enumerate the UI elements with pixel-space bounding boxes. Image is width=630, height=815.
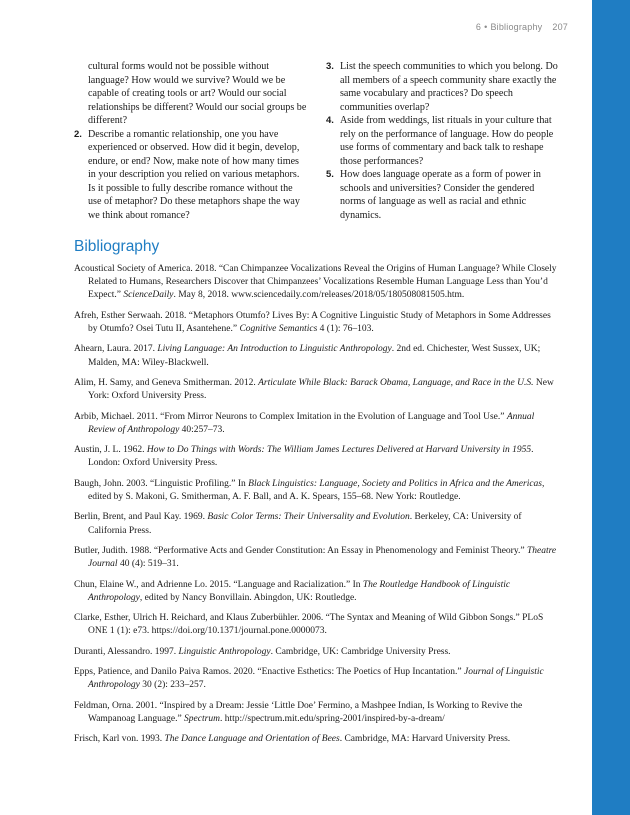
entry-text: Acoustical Society of America. 2018. “Can Chimpanzee Vocalizations Reveal the Origins of Human Language? While Closely Related to Humans, Researchers Discover that Chimpanzees’ Vocalizations Resemble Human Language Less than You’d Expect.” bbox=[74, 264, 557, 301]
chapter-number: 6 bbox=[475, 22, 482, 32]
entry-details: . Cambridge, MA: Harvard University Press. bbox=[339, 734, 511, 745]
entry-text: Butler, Judith. 1988. “Performative Acts and Gender Constitution: An Essay in Phenomenology and Feminist Theory.” bbox=[74, 545, 527, 556]
entry-details: 4 (1): 76–103. bbox=[317, 324, 374, 334]
question-number: 5. bbox=[326, 169, 334, 180]
entry-text: Austin, J. L. 1962. bbox=[74, 445, 147, 456]
chapter-color-bar bbox=[592, 0, 630, 815]
bibliography-list bbox=[74, 263, 562, 754]
entry-details: . http://spectrum.mit.edu/spring-2001/inspired-by-a-dream/ bbox=[219, 713, 445, 724]
entry-text: Duranti, Alessandro. 1997. bbox=[74, 646, 179, 657]
question-text: Aside from weddings, list rituals in your culture that rely on the performance of language. How do people use forms of commentary and back talk to reshape those performances? bbox=[340, 115, 554, 167]
section-title: Bibliography bbox=[490, 22, 543, 32]
entry-text: Arbib, Michael. 2011. “From Mirror Neurons to Complex Imitation in the Evolution of Language and Tool Use.” bbox=[74, 411, 507, 422]
bibliography-entry bbox=[74, 444, 562, 470]
entry-details: . May 8, 2018. www.sciencedaily.com/releases/2018/05/180508081505.htm. bbox=[173, 290, 465, 301]
questions-left-column bbox=[74, 60, 308, 222]
running-head bbox=[476, 22, 568, 32]
bibliography-entry bbox=[74, 612, 562, 638]
bibliography-entry bbox=[74, 733, 562, 746]
question-number: 2. bbox=[74, 128, 82, 140]
bibliography-entry bbox=[74, 579, 562, 605]
question-item bbox=[326, 60, 560, 114]
entry-title: Journal of Linguistic Anthropology bbox=[88, 667, 544, 691]
bibliography-entry bbox=[74, 263, 562, 303]
entry-title: Cognitive Semantics bbox=[239, 324, 318, 334]
entry-text: Baugh, John. 2003. “Linguistic Profiling.” In bbox=[74, 478, 249, 489]
entry-title: Basic Color Terms: Their Universality and Evolution bbox=[207, 512, 410, 523]
bibliography-entry bbox=[74, 700, 562, 726]
bibliography-entry bbox=[74, 666, 562, 692]
bibliography-entry bbox=[74, 646, 562, 659]
entry-text: Feldman, Orna. 2001. “Inspired by a Dream: Jessie ‘Little Doe’ Fermino, a Mashpee Indian, Is Working to Revive the Wampanoag Language.” bbox=[74, 700, 523, 724]
questions-right-column bbox=[326, 60, 560, 222]
review-questions bbox=[74, 60, 560, 222]
entry-details: . 2nd ed. Chichester, West Sussex, UK; Malden, MA: Wiley-Blackwell. bbox=[88, 344, 541, 368]
entry-details: 40 (4): 519–31. bbox=[117, 559, 179, 570]
question-number: 3. bbox=[326, 61, 334, 72]
entry-details: . London: Oxford University Press. bbox=[88, 445, 534, 469]
entry-details: , edited by Nancy Bonvillain. Abingdon, UK: Routledge. bbox=[139, 592, 357, 603]
question-text: Describe a romantic relationship, one you have experienced or observed. How did it begin, develop, endure, or end? Now, make note of how many times in your description you relied on various metaphors. Is it possible to fully describe romance without the use of metaphor? Do these metaphors shape the way we think about romance? bbox=[88, 128, 300, 221]
question-item bbox=[326, 168, 560, 222]
entry-details: , edited by S. Makoni, G. Smitherman, A. F. Ball, and A. K. Spears, 155–68. New York: Routledge. bbox=[88, 478, 545, 502]
question-number: 4. bbox=[326, 115, 334, 126]
entry-text: Epps, Patience, and Danilo Paiva Ramos. 2020. “Enactive Esthetics: The Poetics of Hup Incantation.” bbox=[74, 667, 465, 678]
bibliography-entry bbox=[74, 545, 562, 571]
entry-details: 30 (2): 233–257. bbox=[139, 680, 206, 691]
entry-details: New York: Oxford University Press. bbox=[88, 377, 554, 402]
page-number: 207 bbox=[552, 22, 568, 32]
bullet-separator: • bbox=[484, 22, 488, 32]
bibliography-entry bbox=[74, 310, 562, 336]
bibliography-entry bbox=[74, 511, 562, 537]
entry-title: Black Linguistics: Language, Society and Politics in Africa and the Americas bbox=[248, 478, 543, 489]
entry-details: . Cambridge, UK: Cambridge University Press. bbox=[270, 646, 451, 657]
entry-title: Articulate While Black: Barack Obama, Language, and Race in the U.S. bbox=[258, 377, 534, 388]
entry-title: The Dance Language and Orientation of Bees bbox=[164, 734, 340, 745]
bibliography-entry bbox=[74, 411, 562, 437]
bibliography-entry bbox=[74, 377, 562, 403]
entry-text: Chun, Elaine W., and Adrienne Lo. 2015. “Language and Racialization.” In bbox=[74, 579, 363, 590]
entry-text: Alim, H. Samy, and Geneva Smitherman. 2012. bbox=[74, 377, 259, 388]
entry-text: Ahearn, Laura. 2017. bbox=[74, 344, 158, 355]
entry-title: Annual Review of Anthropology bbox=[88, 411, 535, 435]
entry-title: How to Do Things with Words: The William James Lectures Delivered at Harvard University in 1955 bbox=[146, 445, 532, 456]
entry-text: Frisch, Karl von. 1993. bbox=[74, 734, 165, 745]
bibliography-heading: Bibliography bbox=[74, 238, 160, 255]
bibliography-entry bbox=[74, 343, 562, 369]
entry-text: Berlin, Brent, and Paul Kay. 1969. bbox=[74, 512, 208, 523]
entry-details: . Berkeley, CA: University of California Press. bbox=[88, 512, 522, 536]
question-item bbox=[326, 114, 560, 168]
question-item bbox=[74, 128, 308, 223]
question-1-continuation: cultural forms would not be possible without language? How would we survive? Would we be capable of creating tools or art? Would our social relationships be different? Would our social groups be different? bbox=[88, 61, 307, 126]
question-text: List the speech communities to which you belong. Do all members of a speech community share exactly the same vocabulary and practices? Do speech communities overlap? bbox=[340, 61, 558, 113]
entry-title: ScienceDaily bbox=[123, 290, 174, 301]
entry-title: Theatre Journal bbox=[88, 545, 557, 570]
entry-title: Linguistic Anthropology bbox=[178, 646, 271, 657]
entry-details: 40:257–73. bbox=[179, 424, 225, 435]
entry-text: Clarke, Esther, Ulrich H. Reichard, and Klaus Zuberbühler. 2006. “The Syntax and Meaning of Wild Gibbon Songs.” PLoS ONE 1 (1): e73. https://doi.org/10.1371/journal.pone.0000073. bbox=[74, 613, 544, 637]
question-text: How does language operate as a form of power in schools and universities? Consider the gendered norms of language as well as racial and ethnic dynamics. bbox=[340, 169, 541, 221]
entry-title: Living Language: An Introduction to Linguistic Anthropology bbox=[157, 344, 392, 355]
entry-title: The Routledge Handbook of Linguistic Anthropology bbox=[88, 579, 511, 603]
entry-title: Spectrum bbox=[184, 713, 220, 724]
bibliography-entry bbox=[74, 478, 562, 504]
entry-text: Afreh, Esther Serwaah. 2018. “Metaphors Otumfo? Lives By: A Cognitive Linguistic Study of Metaphors in Some Addresses by Otumfo? Osei Tutu II, Asantehene.” bbox=[74, 310, 551, 334]
